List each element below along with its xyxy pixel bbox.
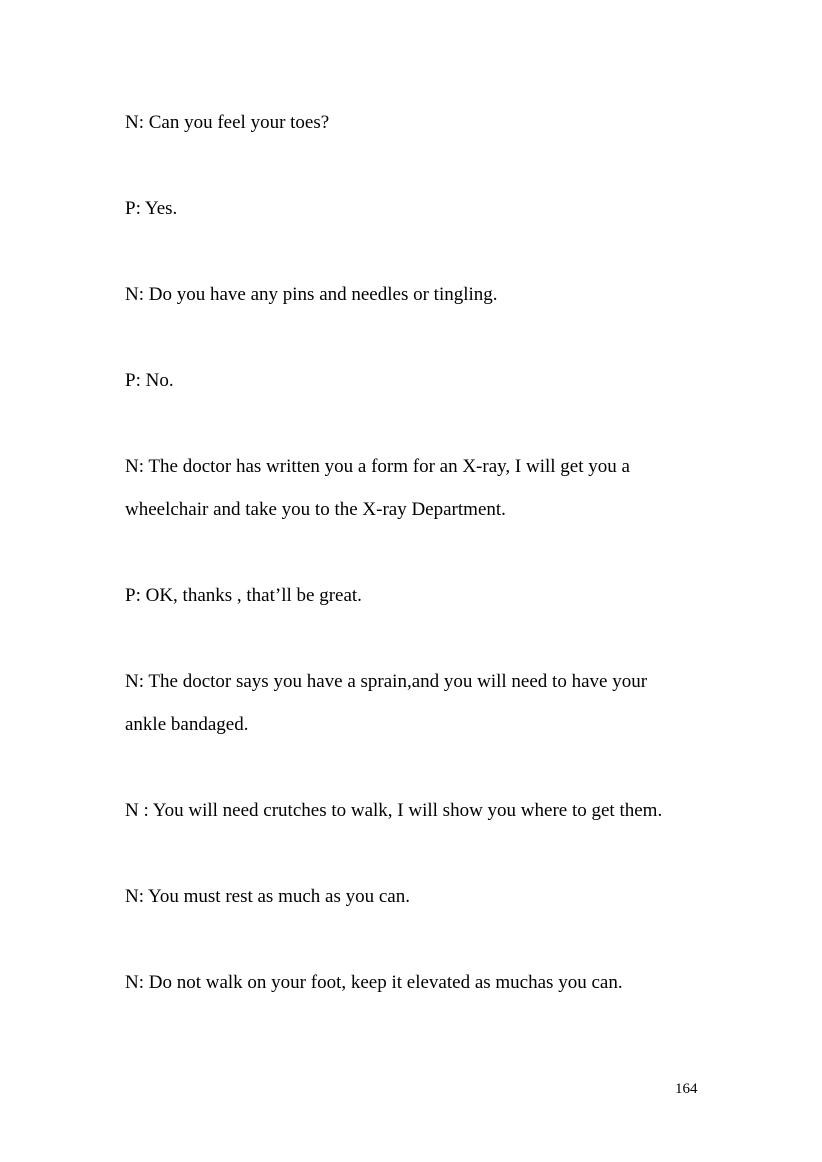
dialogue-line: wheelchair and take you to the X-ray Department. (125, 499, 506, 520)
dialogue-line: N: Can you feel your toes? (125, 112, 330, 133)
dialogue-line: N: The doctor says you have a sprain,and you will need to have your (125, 671, 648, 692)
dialogue-line: N: The doctor has written you a form for an X-ray, I will get you a (125, 456, 630, 477)
dialogue-line: N: Do not walk on your foot, keep it elevated as muchas you can. (125, 972, 623, 993)
dialogue-line: P: OK, thanks , that’ll be great. (125, 585, 362, 606)
dialogue-line: N: Do you have any pins and needles or tingling. (125, 284, 498, 305)
dialogue-line: P: Yes. (125, 198, 178, 219)
dialogue-line: N : You will need crutches to walk, I will show you where to get them. (125, 800, 663, 821)
dialogue-line: ankle bandaged. (125, 714, 249, 735)
dialogue-line: N: You must rest as much as you can. (125, 886, 410, 907)
dialogue-line: P: No. (125, 370, 174, 391)
page-number: 164 (675, 1081, 698, 1097)
